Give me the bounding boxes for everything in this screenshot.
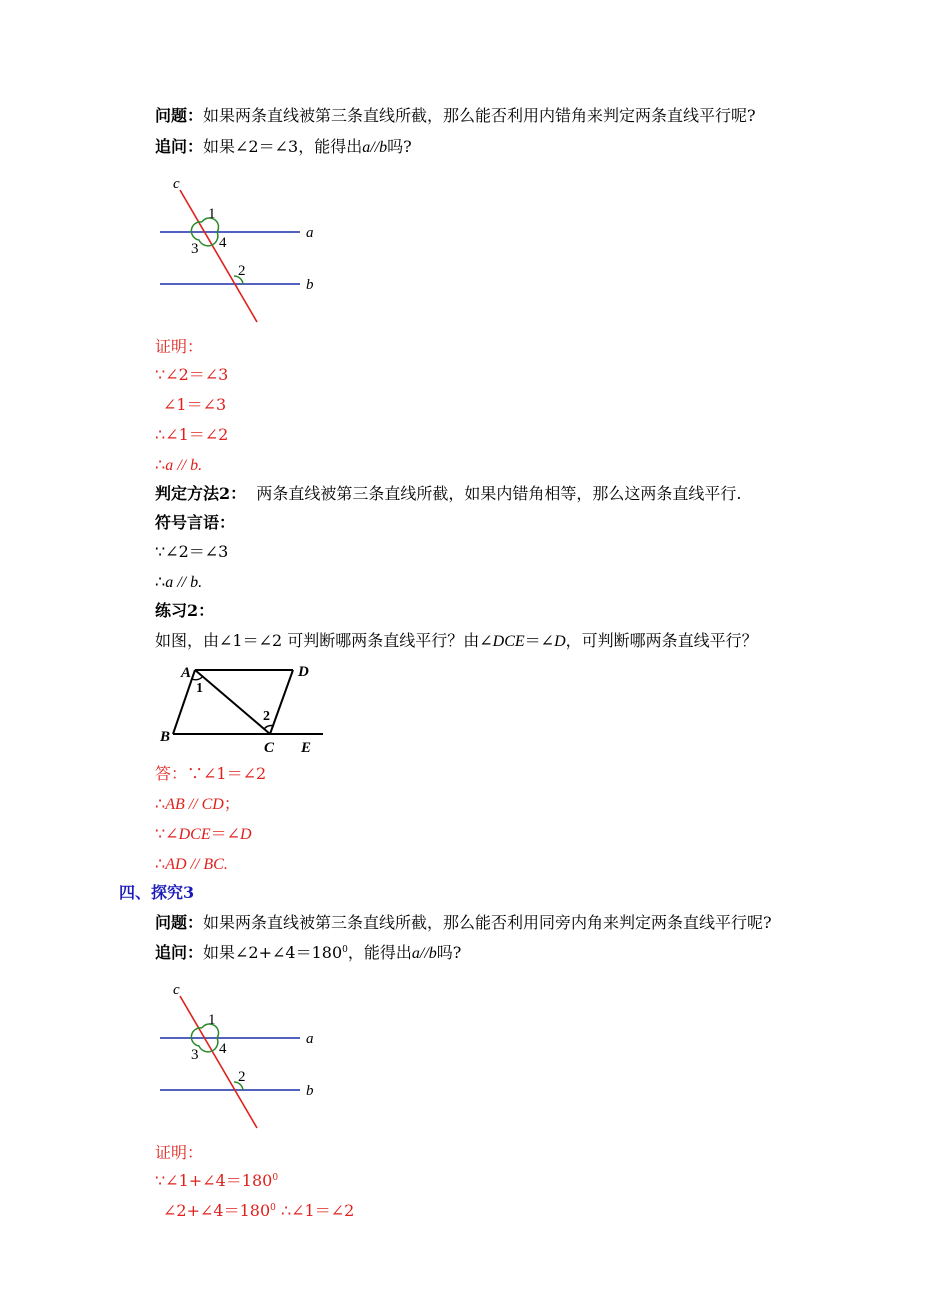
var-a: a (362, 139, 371, 156)
segment-dc (270, 670, 293, 734)
exercise-text-part: ＝∠ (524, 631, 555, 650)
var-dce: DCE (492, 633, 525, 650)
method-2 (155, 484, 741, 504)
followup-text: ，能得出 (347, 943, 412, 962)
answer-eq: ＝∠ (210, 824, 241, 843)
degree-sup: 0 (342, 945, 348, 955)
var-dce: DCE (178, 826, 211, 843)
label-C: C (264, 740, 275, 756)
therefore-symbol: ∴ (155, 854, 166, 873)
label-b: b (306, 1083, 314, 1099)
proof-text: ∠2+∠4＝180 (163, 1201, 271, 1220)
parallel-symbol: // (370, 139, 380, 156)
figure-transversal-2 (150, 978, 330, 1133)
method-text: 两条直线被第三条直线所截，如果内错角相等，那么这两条直线平行. (256, 484, 742, 503)
followup-end: 吗? (387, 137, 412, 156)
label-a: a (306, 1031, 314, 1047)
answer-line (155, 794, 240, 815)
symbol-line: ∵∠2＝∠3 (155, 542, 229, 561)
question-2 (155, 913, 772, 933)
proof-line: ∴∠1＝∠2 (155, 425, 229, 444)
exercise-label: 练习2： (155, 601, 215, 620)
figure-trapezoid (155, 658, 330, 758)
followup-text: 如果∠2＝∠3，能得出 (203, 137, 363, 156)
question-label: 问题： (155, 106, 204, 125)
exercise-text (155, 631, 758, 652)
proof-line: ∠1＝∠3 (163, 395, 227, 414)
label-1: 1 (208, 206, 216, 222)
exercise-text-part: 如图，由∠1＝∠2 可判断哪两条直线平行？由∠ (155, 631, 493, 650)
var-a: a (411, 945, 420, 962)
answer-line (155, 824, 252, 845)
therefore-symbol: ∴ (155, 455, 166, 474)
label-2: 2 (263, 709, 270, 724)
symbol-conclusion: a // b. (165, 574, 203, 591)
question-text: 如果两条直线被第三条直线所截，那么能否利用同旁内角来判定两条直线平行呢? (203, 913, 772, 932)
label-B: B (160, 729, 171, 745)
var-b: b (379, 139, 388, 156)
label-4: 4 (219, 1041, 227, 1057)
question-label: 问题： (155, 913, 204, 932)
parallel-symbol: // (419, 945, 429, 962)
answer-line (155, 854, 228, 875)
answer-punct: ； (223, 794, 240, 813)
figure-transversal-1 (150, 172, 330, 327)
label-D: D (298, 664, 309, 680)
proof-text: ∴∠1＝∠2 (275, 1201, 355, 1220)
label-2: 2 (238, 263, 246, 279)
label-3: 3 (191, 1047, 199, 1063)
question-1 (155, 106, 756, 126)
proof-line: ∵∠2＝∠3 (155, 365, 229, 384)
var-b: b (428, 945, 437, 962)
followup-end: 吗? (436, 943, 462, 962)
answer-line: 答：∵∠1＝∠2 (155, 764, 267, 783)
followup-label: 追问： (155, 943, 204, 962)
proof-conclusion: a // b. (165, 457, 203, 474)
followup-1 (155, 137, 412, 158)
section-heading: 四、探究3 (119, 883, 195, 902)
answer-parallel-ab-cd: AB // CD (165, 796, 224, 813)
proof-line (155, 1171, 278, 1191)
proof-title: 证明： (155, 1143, 204, 1162)
therefore-symbol: ∴ (155, 572, 166, 591)
label-c: c (173, 982, 180, 998)
followup-text: 如果∠2+∠4＝180 (203, 943, 343, 962)
label-3: 3 (191, 241, 199, 257)
followup-label: 追问： (155, 137, 204, 156)
var-d: D (554, 633, 566, 650)
exercise-text-part: ，可判断哪两条直线平行？ (565, 631, 758, 650)
proof-line (163, 1201, 354, 1221)
proof-line (155, 455, 202, 476)
degree-sup: 0 (272, 1173, 279, 1183)
answer-parallel-ad-bc: AD // BC. (165, 856, 228, 873)
label-A: A (181, 665, 192, 681)
therefore-symbol: ∴ (155, 794, 166, 813)
label-c: c (173, 176, 180, 192)
degree-sup: 0 (270, 1203, 276, 1213)
label-E: E (301, 740, 312, 756)
label-b: b (306, 277, 314, 293)
label-1: 1 (196, 681, 203, 696)
because-symbol: ∵∠ (155, 824, 179, 843)
symbol-line (155, 572, 202, 593)
label-1: 1 (208, 1012, 216, 1028)
question-text: 如果两条直线被第三条直线所截，那么能否利用内错角来判定两条直线平行呢? (203, 106, 756, 125)
method-label: 判定方法2： (155, 484, 247, 503)
var-d: D (240, 826, 252, 843)
proof-text: ∵∠1+∠4＝180 (155, 1171, 273, 1190)
proof-title: 证明： (155, 337, 204, 356)
segment-ac (195, 670, 270, 734)
label-a: a (306, 225, 314, 241)
label-4: 4 (219, 235, 227, 251)
followup-2 (155, 943, 461, 964)
label-2: 2 (238, 1069, 246, 1085)
symbol-label: 符号言语： (155, 513, 236, 532)
